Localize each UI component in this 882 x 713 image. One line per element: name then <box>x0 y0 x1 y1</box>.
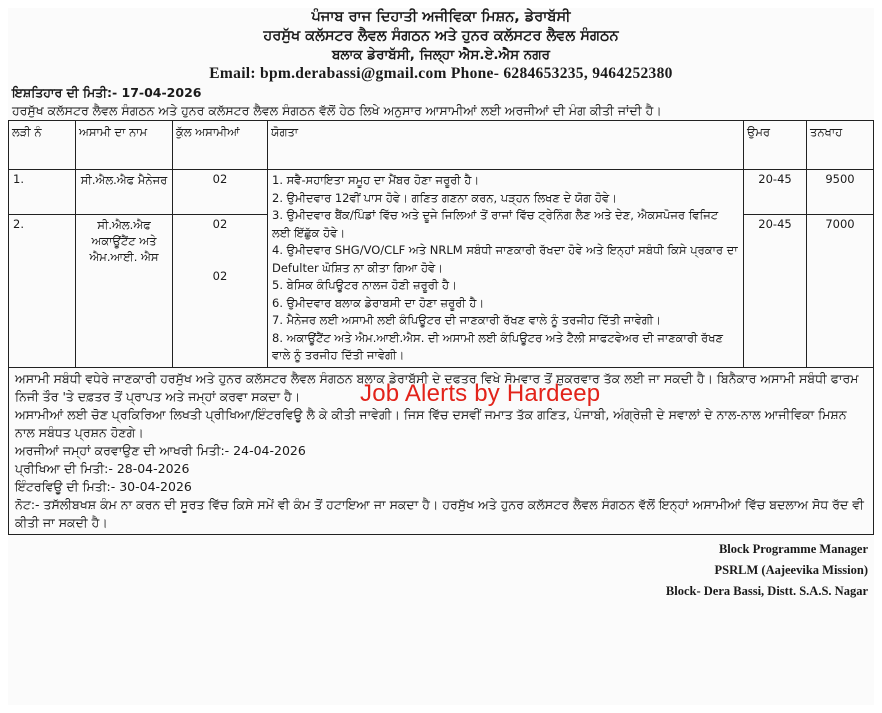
qualification-item: 4. ਉਮੀਦਵਾਰ SHG/VO/CLF ਅਤੇ NRLM ਸਬੰਧੀ ਜਾਣਕਾਰੀ ਰੱਖਦਾ ਹੋਵੇ ਅਤੇ ਇਨ੍ਹਾਂ ਸਬੰਧੀ ਕਿਸੇ ਪ੍ਰਕਾਰ ਦਾ Defulter ਘੋਸ਼ਿਤ ਨਾ ਕੀਤਾ ਗਿਆ ਹੋਵੇ। <box>272 243 738 275</box>
row-age: 20-45 <box>744 170 807 215</box>
header-total-posts: ਕੁੱਲ ਅਸਾਮੀਆਂ <box>173 121 268 170</box>
header-age: ਉਮਰ <box>744 121 807 170</box>
row-post-name <box>76 215 173 367</box>
header-contact: Email: bpm.derabassi@gmail.com Phone- 6284653235, 9464252380 <box>209 65 673 82</box>
header-line-3: ਬਲਾਕ ਡੇਰਾਬੱਸੀ, ਜਿਲ੍ਹਾ ਐਸ.ਏ.ਐਸ ਨਗਰ <box>331 47 551 63</box>
header-salary: ਤਨਖਾਹ <box>807 121 874 170</box>
row-post-count <box>173 215 268 367</box>
header-post-name: ਅਸਾਮੀ ਦਾ ਨਾਮ <box>76 121 173 170</box>
row-age: 20-45 <box>744 215 807 367</box>
qualification-item: 7. ਮੈਨੇਜਰ ਲਈ ਅਸਾਮੀ ਲਈ ਕੰਪਿਊਟਰ ਦੀ ਜਾਣਕਾਰੀ ਰੱਖਣ ਵਾਲੇ ਨੂੰ ਤਰਜੀਹ ਦਿੱਤੀ ਜਾਵੇਗੀ। <box>272 313 662 327</box>
row-sr-no: 2. <box>9 215 76 367</box>
qualification-item: 5. ਬੇਸਿਕ ਕੰਪਿਊਟਰ ਨਾਲਜ ਹੋਣੀ ਜ਼ਰੂਰੀ ਹੈ। <box>272 278 457 292</box>
notice-page <box>8 8 874 705</box>
qualification-list <box>272 172 739 365</box>
info-paragraph: ਅਸਾਮੀ ਸਬੰਧੀ ਵਧੇਰੇ ਜਾਣਕਾਰੀ ਹਰਸੁੱਖ ਅਤੇ ਹੁਨਰ ਕਲੱਸਟਰ ਲੈਵਲ ਸੰਗਠਨ ਬਲਾਕ ਡੇਰਾਬੱਸੀ ਦੇ ਦਫਤਰ ਵਿਖੇ ਸੋਮਵਾਰ ਤੋਂ ਸ਼ੁਕਰਵਾਰ ਤੱਕ ਲਈ ਜਾ ਸਕਦੀ ਹੈ। ਬਿਨੈਕਾਰ ਅਸਾਮੀ ਸਬੰਧੀ ਫਾਰਮ ਨਿਜੀ ਤੌਰ 'ਤੇ ਦਫ਼ਤਰ ਤੋਂ ਪ੍ਰਾਪਤ ਅਤੇ ਜਮ੍ਹਾਂ ਕਰਵਾ ਸਕਦਾ ਹੈ। <box>15 370 859 404</box>
interview-date: ਇੰਟਰਵਿਊ ਦੀ ਮਿਤੀ:- 30-04-2026 <box>15 478 192 494</box>
qualification-item: 2. ਉਮੀਦਵਾਰ 12ਵੀਂ ਪਾਸ ਹੋਵੇ। ਗਣਿਤ ਗਣਨਾ ਕਰਨ, ਪੜ੍ਹਨ ਲਿਖਣ ਦੇ ਯੋਗ ਹੋਵੇ। <box>272 190 617 205</box>
header-sr-no: ਲੜੀ ਨੰ <box>9 121 76 170</box>
signatory-address: Block- Dera Bassi, Distt. S.A.S. Nagar <box>665 583 868 598</box>
signatory-title: Block Programme Manager <box>718 541 868 556</box>
header-line-1: ਪੰਜਾਬ ਰਾਜ ਦਿਹਾਤੀ ਅਜੀਵਿਕਾ ਮਿਸ਼ਨ, ਡੇਰਾਬੱਸੀ <box>311 9 571 25</box>
table-header-row <box>9 121 874 170</box>
exam-date: ਪ੍ਰੀਖਿਆ ਦੀ ਮਿਤੀ:- 28-04-2026 <box>15 460 190 476</box>
intro-text: ਹਰਸੁੱਖ ਕਲੱਸਟਰ ਲੈਵਲ ਸੰਗਠਨ ਅਤੇ ਹੁਨਰ ਕਲੱਸਟਰ ਲੈਵਲ ਸੰਗਠਨ ਵੱਲੋਂ ਹੇਠ ਲਿਖੇ ਅਨੁਸਾਰ ਆਸਾਮੀਆਂ ਲਈ ਅਰਜੀਆਂ ਦੀ ਮੰਗ ਕੀਤੀ ਜਾਂਦੀ ਹੈ। <box>12 103 662 118</box>
signature-block <box>8 539 874 602</box>
row-salary: 7000 <box>807 215 874 367</box>
post-name-text: ਸੀ.ਐਲ.ਐਫ ਅਕਾਊਂਟੈਂਟ ਅਤੇ <box>91 218 157 249</box>
selection-paragraph: ਅਸਾਮੀਆਂ ਲਈ ਚੋਣ ਪ੍ਰਕਿਰਿਆ ਲਿਖਤੀ ਪ੍ਰੀਖਿਆ/ਇੰਟਰਵਿਊ ਲੈ ਕੇ ਕੀਤੀ ਜਾਵੇਗੀ। ਜਿਸ ਵਿੱਚ ਦਸਵੀਂ ਜਮਾਤ ਤੱਕ ਗਣਿਤ, ਪੰਜਾਬੀ, ਅੰਗ੍ਰੇਜ਼ੀ ਦੇ ਸਵਾਲਾਂ ਦੇ ਨਾਲ-ਨਾਲ ਆਜੀਵਿਕਾ ਮਿਸ਼ਨ ਨਾਲ ਸਬੰਧਤ ਪ੍ਰਸ਼ਨ ਹੋਣਗੇ। <box>15 406 847 440</box>
last-date: ਅਰਜੀਆਂ ਜਮ੍ਹਾਂ ਕਰਵਾਉਣ ਦੀ ਆਖਰੀ ਮਿਤੀ:- 24-04-2026 <box>15 442 306 458</box>
post-name-text: ਸੀ.ਐਲ.ਐਫ ਮੈਨੇਜਰ <box>80 173 168 187</box>
post-count-1: 02 <box>212 217 228 232</box>
notice-header <box>8 8 874 84</box>
note-paragraph: ਨੋਟ:- ਤਸੱਲੀਬਖਸ਼ ਕੰਮ ਨਾ ਕਰਨ ਦੀ ਸੂਰਤ ਵਿੱਚ ਕਿਸੇ ਸਮੇਂ ਵੀ ਕੰਮ ਤੋਂ ਹਟਾਇਆ ਜਾ ਸਕਦਾ ਹੈ। ਹਰਸੁੱਖ ਅਤੇ ਹੁਨਰ ਕਲੱਸਟਰ ਲੈਵਲ ਸੰਗਠਨ ਵੱਲੋਂ ਇਨ੍ਹਾਂ ਅਸਾਮੀਆਂ ਵਿੱਚ ਬਦਲਾਅ ਸੋਧ ਰੱਦ ਵੀ ਕੀਤੀ ਜਾ ਸਕਦੀ ਹੈ। <box>15 496 864 530</box>
row-post-count: 02 <box>173 170 268 215</box>
row-post-name <box>76 170 173 215</box>
qualification-cell <box>268 170 744 368</box>
qualification-item: 3. ਉਮੀਦਵਾਰ ਬੈਂਕ/ਪਿੰਡਾਂ ਵਿੱਚ ਅਤੇ ਦੂਜੇ ਜਿਲਿਆਂ ਤੋਂ ਰਾਜਾਂ ਵਿੱਚ ਟ੍ਰੇਨਿੰਗ ਲੈਣ ਅਤੇ ਦੇਣ, ਐਕਸਪੋਜਰ ਵਿਜਿਟ ਲਈ ਇੱਛੁੱਕ ਹੋਵੇ। <box>272 208 719 240</box>
qualification-item: 6. ਉਮੀਦਵਾਰ ਬਲਾਕ ਡੇਰਾਬਸੀ ਦਾ ਹੋਣਾ ਜ਼ਰੂਰੀ ਹੈ। <box>272 295 485 310</box>
header-line-2: ਹਰਸੁੱਖ ਕਲੱਸਟਰ ਲੈਵਲ ਸੰਗਠਨ ਅਤੇ ਹੁਨਰ ਕਲੱਸਟਰ ਲੈਵਲ ਸੰਗਠਨ <box>263 28 619 44</box>
watermark-text: Job Alerts by Hardeep <box>360 380 601 407</box>
row-salary: 9500 <box>807 170 874 215</box>
post-count-2: 02 <box>212 269 228 284</box>
signatory-org: PSRLM (Aajeevika Mission) <box>714 562 868 577</box>
advertisement-date: ਇਸ਼ਤਿਹਾਰ ਦੀ ਮਿਤੀ:- 17-04-2026 <box>12 85 202 100</box>
row-sr-no: 1. <box>9 170 76 215</box>
header-qualification: ਯੋਗਤਾ <box>268 121 744 170</box>
vacancy-table <box>8 120 874 368</box>
qualification-item: 8. ਅਕਾਊਂਟੈਂਟ ਅਤੇ ਐਮ.ਆਈ.ਐਸ. ਦੀ ਅਸਾਮੀ ਲਈ ਕੰਪਿਊਟਰ ਅਤੇ ਟੈਲੀ ਸਾਫਟਵੇਅਰ ਦੀ ਜਾਣਕਾਰੀ ਰੱਖਣ ਵਾਲੇ ਨੂੰ ਤਰਜੀਹ ਦਿੱਤੀ ਜਾਵੇਗੀ। <box>272 330 723 362</box>
qualification-item: 1. ਸਵੈ-ਸਹਾਇਤਾ ਸਮੂਹ ਦਾ ਮੈਂਬਰ ਹੋਣਾ ਜਰੂਰੀ ਹੈ। <box>272 173 480 187</box>
table-row <box>9 170 874 215</box>
post-name-text-2: ਐਮ.ਆਈ. ਐਸ <box>89 250 159 265</box>
